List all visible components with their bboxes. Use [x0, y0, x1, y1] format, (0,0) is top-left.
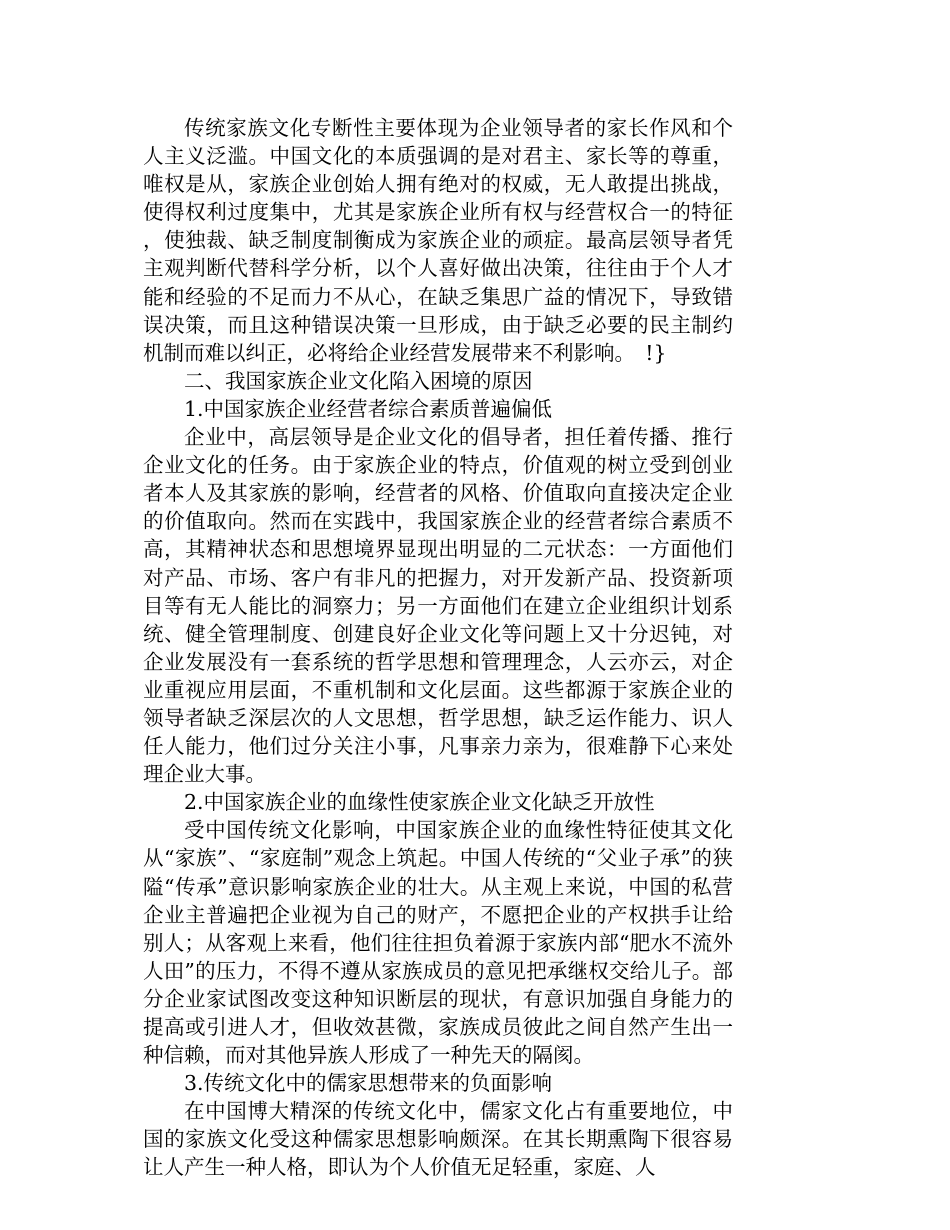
document-page — [143, 114, 733, 1182]
body-paragraph: 受中国传统文化影响，中国家族企业的血缘性特征使其文化从“家族”、“家庭制”观念上筑起。中国人传统的“父业子承”的狭隘“传承”意识影响家族企业的壮大。从主观上来说，中国的私营企业主普遍把企业视为自己的财产，不愿把企业的产权拱手让给别人；从客观上来看，他们往往担负着源于家族内部“肥水不流外人田”的压力，不得不遵从家族成员的意见把承继权交给儿子。部分企业家试图改变这种知识断层的现状，有意识加强自身能力的提高或引进人才，但收效甚微，家族成员彼此之间自然产生出一种信赖，而对其他异族人形成了一种先天的隔阂。 — [143, 818, 733, 1068]
section-heading: 二、我国家族企业文化陷入困境的原因 — [184, 368, 533, 393]
body-paragraph: 企业中，高层领导是企业文化的倡导者，担任着传播、推行企业文化的任务。由于家族企业的特点，价值观的树立受到创业者本人及其家族的影响，经营者的风格、价值取向直接决定企业的价值取向。然而在实践中，我国家族企业的经营者综合素质不高，其精神状态和思想境界显现出明显的二元状态：一方面他们对产品、市场、客户有非凡的把握力，对开发新产品、投资新项目等有无人能比的洞察力；另一方面他们在建立企业组织计划系统、健全管理制度、创建良好企业文化等问题上又十分迟钝，对企业发展没有一套系统的哲学思想和管理理念，人云亦云，对企业重视应用层面，不重机制和文化层面。这些都源于家族企业的领导者缺乏深层次的人文思想，哲学思想，缺乏运作能力、识人任人能力，他们过分关注小事，凡事亲力亲为，很难静下心来处理企业大事。 — [143, 425, 733, 787]
body-paragraph: 传统家族文化专断性主要体现为企业领导者的家长作风和个人主义泛滥。中国文化的本质强调的是对君主、家长等的尊重，唯权是从，家族企业创始人拥有绝对的权威，无人敢提出挑战，使得权利过度集中，尤其是家族企业所有权与经营权合一的特征，使独裁、缺乏制度制衡成为家族企业的顽症。最高层领导者凭主观判断代替科学分析，以个人喜好做出决策，往往由于个人才能和经验的不足而力不从心，在缺乏集思广益的情况下，导致错误决策，而且这种错误决策一旦形成，由于缺乏必要的民主制约机制而难以纠正，必将给企业经营发展带来不利影响。 !} — [143, 116, 733, 365]
body-paragraph: 在中国博大精深的传统文化中，儒家文化占有重要地位，中国的家族文化受这种儒家思想影响颇深。在其长期熏陶下很容易让人产生一种人格，即认为个人价值无足轻重，家庭、人 — [143, 1099, 733, 1180]
subsection-heading: 1.中国家族企业经营者综合素质普遍偏低 — [184, 396, 553, 421]
subsection-heading: 2.中国家族企业的血缘性使家族企业文化缺乏开放性 — [184, 790, 655, 815]
subsection-heading: 3.传统文化中的儒家思想带来的负面影响 — [184, 1071, 553, 1096]
